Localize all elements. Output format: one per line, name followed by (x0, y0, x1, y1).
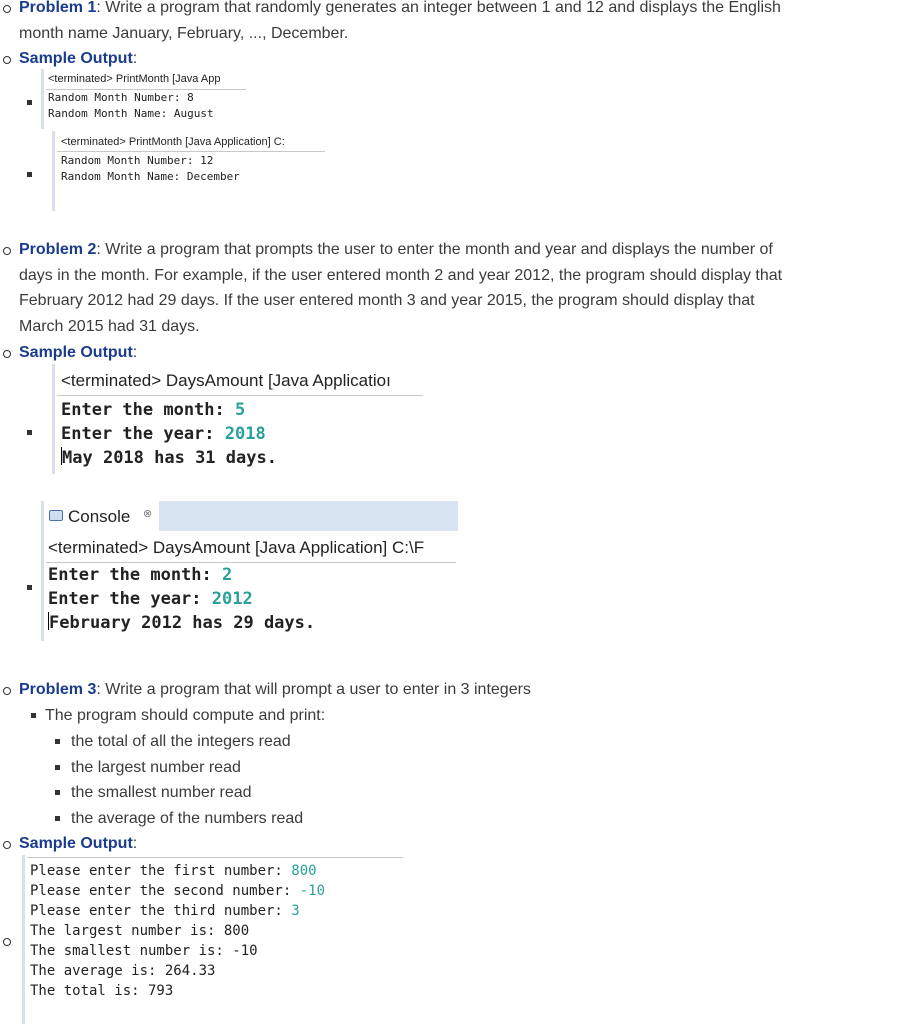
problem2-sample-heading: Sample Output: (19, 344, 138, 361)
console-tab-bar (159, 501, 458, 531)
console-screenshot-3 (52, 364, 424, 474)
sample-output-label: Sample Output (19, 835, 133, 852)
bullet-circle-icon (3, 5, 11, 13)
console-header: <terminated> DaysAmount [Java Application] C:\F (48, 538, 425, 557)
console-line: Please enter the second number: -10 (30, 883, 326, 899)
console-line: Please enter the first number: 800 (30, 863, 317, 879)
input-value: 2012 (211, 589, 253, 609)
console-line: Please enter the third number: 3 (30, 903, 300, 919)
problem1-text-line2: month name January, February, ..., December. (19, 25, 349, 42)
bullet-square-icon (55, 765, 60, 770)
problem2-text-line1: Problem 2: Write a program that prompts the user to enter the month and year and displays the number of (19, 241, 773, 258)
problem3-sample-heading: Sample Output: (19, 835, 138, 852)
console-line: Enter the month: 2 (48, 565, 233, 585)
bullet-square-icon (27, 585, 32, 590)
console-line: The largest number is: 800 (30, 923, 250, 939)
console-line: Random Month Number: 12 (61, 154, 214, 167)
bullet-square-icon (55, 739, 60, 744)
console-header: <terminated> PrintMonth [Java App (48, 73, 221, 85)
bullet-circle-icon (3, 56, 11, 64)
console-line: The smallest number is: -10 (30, 943, 258, 959)
input-value: 800 (291, 863, 317, 879)
problem2-label: Problem 2 (19, 241, 97, 258)
problem3-subitem: The program should compute and print: (45, 707, 326, 724)
console-line: May 2018 has 31 days. (62, 448, 277, 468)
close-icon[interactable]: ⊗ (143, 508, 153, 520)
problem1-sample-heading: Sample Output: (19, 50, 138, 67)
console-line: Enter the year: 2018 (61, 424, 266, 444)
console-screenshot-1 (41, 69, 247, 129)
problem1-desc-1: : Write a program that randomly generates an integer between 1 and 12 and displays the English (96, 0, 781, 16)
problem2-text-line2: days in the month. For example, if the user entered month 2 and year 2012, the program should display that (19, 267, 783, 284)
console-screenshot-4 (41, 501, 458, 641)
bullet-square-icon (55, 816, 60, 821)
console-header: <terminated> PrintMonth [Java Application] C: (61, 136, 285, 148)
problem2-text-line3: February 2012 had 29 days. If the user entered month 3 and year 2015, the program should display that (19, 292, 755, 309)
list-item: the largest number read (71, 759, 241, 776)
input-value: -10 (299, 883, 326, 899)
list-item: the total of all the integers read (71, 733, 291, 750)
bullet-circle-icon (3, 841, 11, 849)
console-line: Random Month Name: December (61, 170, 240, 183)
problem1-text-line1 (19, 0, 781, 21)
input-value: 2018 (224, 424, 266, 444)
bullet-square-icon (31, 713, 36, 718)
console-screenshot-5 (22, 855, 404, 1024)
sample-output-label: Sample Output (19, 344, 133, 361)
problem3-label: Problem 3 (19, 681, 97, 698)
console-header: <terminated> DaysAmount [Java Applicatioı (61, 371, 391, 390)
console-line: The total is: 793 (30, 983, 174, 999)
console-screenshot-2 (52, 131, 327, 211)
bullet-square-icon (55, 790, 60, 795)
console-line: Enter the month: 5 (61, 400, 246, 420)
problem1-label: Problem 1 (19, 0, 97, 16)
input-value: 3 (291, 903, 300, 919)
bullet-circle-icon (3, 247, 11, 255)
console-line: The average is: 264.33 (30, 963, 216, 979)
console-tab-label[interactable]: Console (68, 507, 131, 526)
bullet-circle-icon (3, 687, 11, 695)
bullet-square-icon (27, 172, 32, 177)
list-item: the average of the numbers read (71, 810, 304, 827)
bullet-square-icon (27, 100, 32, 105)
problem2-text-line4: March 2015 had 31 days. (19, 318, 200, 335)
console-icon (49, 510, 63, 521)
console-line: Random Month Number: 8 (48, 91, 194, 104)
sample-output-label: Sample Output (19, 50, 133, 67)
problem3-text-line1: Problem 3: Write a program that will prompt a user to enter in 3 integers (19, 681, 531, 698)
console-line: February 2012 has 29 days. (49, 613, 316, 633)
input-value: 2 (222, 565, 233, 585)
console-line: Random Month Name: August (48, 107, 214, 120)
input-value: 5 (235, 400, 246, 420)
console-line: Enter the year: 2012 (48, 589, 253, 609)
bullet-square-icon (27, 430, 32, 435)
bullet-circle-icon (3, 350, 11, 358)
bullet-circle-icon (3, 938, 11, 946)
list-item: the smallest number read (71, 784, 252, 801)
